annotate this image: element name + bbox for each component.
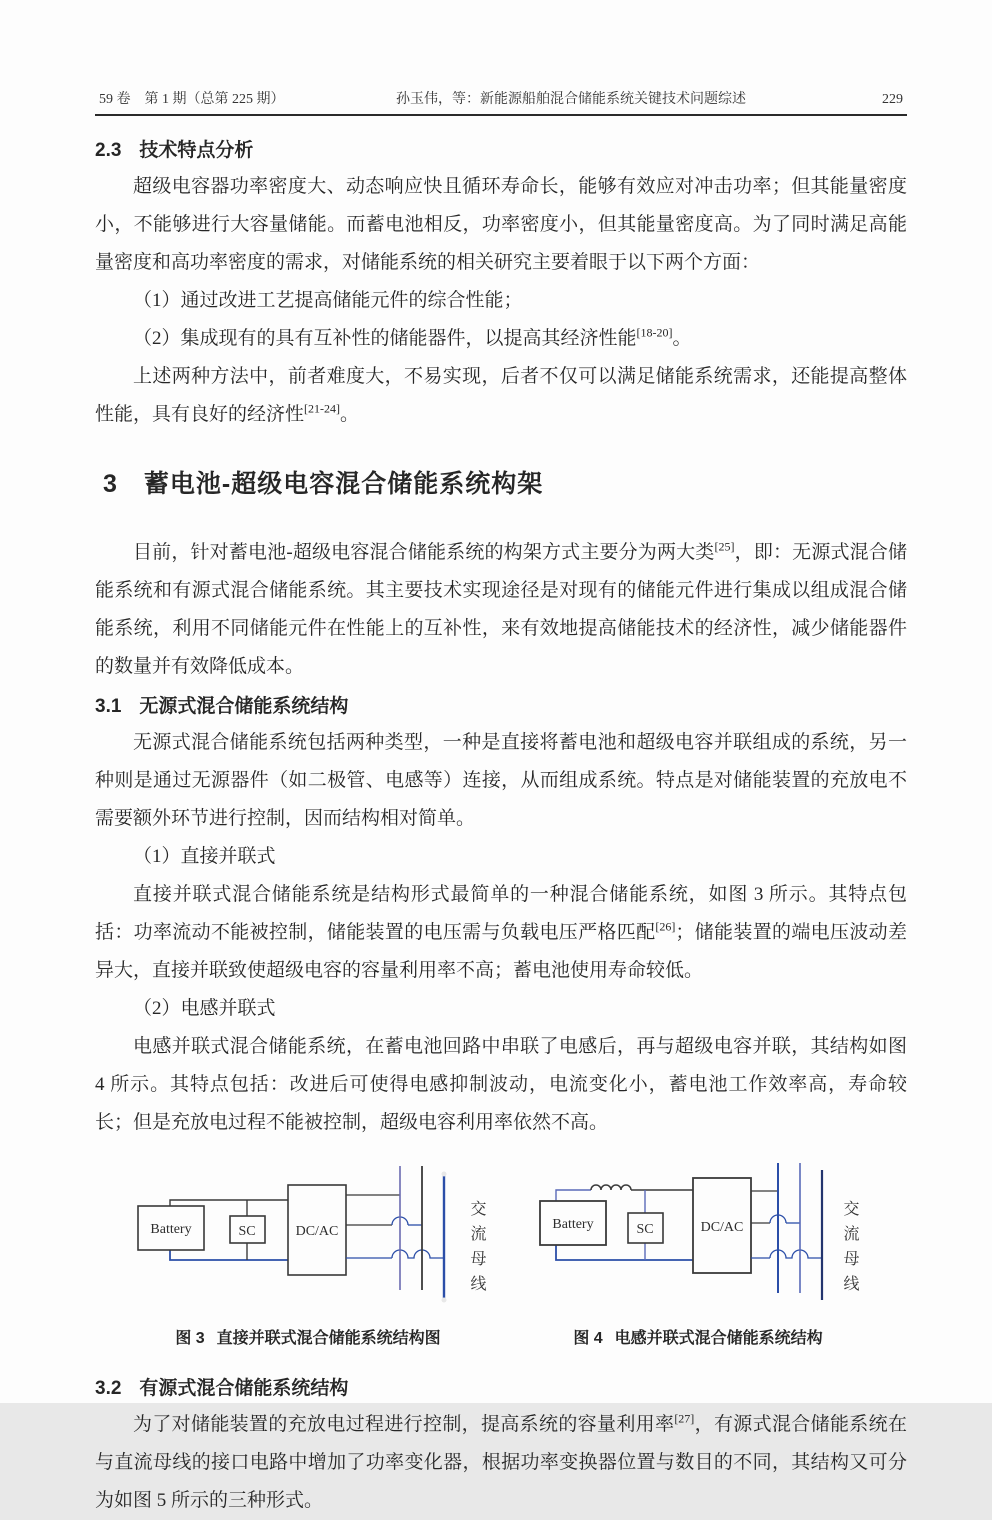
figure-4-caption	[533, 1325, 863, 1348]
citation-ref: [21-24]	[304, 401, 341, 416]
subsection-title: （2）电感并联式	[133, 998, 276, 1019]
ac-bus-label: 交流母线	[841, 1200, 858, 1300]
paragraph-text: ，有源式混合储能系统在与直流母线的接口电路中增加了功率变化器，根据功率变换器位置与数目的不同，其结构又可分为如图 5 所示的三种形式。	[95, 1414, 907, 1511]
section-number: 2.3	[95, 140, 122, 161]
section-number: 3	[103, 470, 118, 498]
figure-title: 直接并联式混合储能系统结构图	[216, 1330, 441, 1347]
running-title: 孙玉伟，等：新能源船舶混合储能系统关键技术问题综述	[396, 92, 746, 107]
section-title: 技术特点分析	[139, 140, 254, 161]
list-item-1	[95, 282, 907, 320]
paragraph-2-3-summary	[95, 358, 907, 434]
paragraph-text: ，即：无源式混合储能系统和有源式混合储能系统。其主要技术实现途径是对现有的储能元件进行集成以组成混合储能系统，利用不同储能元件在性能上的互补性，来有效地提高储能技术的经济性，减少储能器件的数量并有效降低成本。	[95, 542, 907, 677]
paragraph-text: 为了对储能装置的充放电过程进行控制，提高系统的容量利用率	[133, 1414, 675, 1435]
list-item-2	[95, 320, 907, 358]
journal-issue-info: 59 卷 第 1 期（总第 225 期）	[99, 92, 285, 107]
section-title: 有源式混合储能系统结构	[139, 1378, 349, 1399]
figure-number: 图 4	[573, 1330, 603, 1347]
section-title: 无源式混合储能系统结构	[139, 696, 349, 717]
section-number: 3.2	[95, 1378, 122, 1399]
inductor-coil	[591, 1185, 631, 1190]
section-3-2-heading	[95, 1372, 907, 1406]
figure-number: 图 3	[175, 1330, 205, 1347]
paragraph-text: 。	[340, 404, 360, 425]
running-head	[95, 88, 907, 114]
paragraph-3-2-intro	[95, 1406, 907, 1520]
citation-ref: [27]	[674, 1411, 695, 1426]
battery-label: Battery	[552, 1217, 594, 1232]
paragraph-text: 超级电容器功率密度大、动态响应快且循环寿命长，能够有效应对冲击功率；但其能量密度小，不能够进行大容量储能。而蓄电池相反，功率密度小，但其能量密度高。为了同时满足高能量密度和高功率密度的需求，对储能系统的相关研究主要着眼于以下两个方面：	[95, 176, 907, 273]
ac-bus-label: 交流母线	[468, 1200, 485, 1300]
paragraph-text: 直接并联式混合储能系统是结构形式最简单的一种混合储能系统，如图 3 所示。其特点包括：功率流动不能被控制，储能装置的电压需与负载电压严格匹配	[95, 884, 907, 943]
wire-bottom	[170, 1250, 288, 1260]
figure-4	[533, 1158, 907, 1348]
wire-top-left	[556, 1190, 591, 1201]
paragraph-text: 电感并联式混合储能系统，在蓄电池回路中串联了电感后，再与超级电容并联，其结构如图 4 所示。其特点包括：改进后可使得电感抑制波动，电流变化小，蓄电池工作效率高，寿命较长；但是充放电过程不能被控制，超级电容利用率依然不高。	[95, 1036, 907, 1133]
dcac-label: DC/AC	[700, 1220, 744, 1235]
header-rule	[95, 114, 907, 116]
sc-label: SC	[636, 1222, 654, 1237]
section-2-3-heading	[95, 134, 907, 168]
paragraph-3-1-intro	[95, 724, 907, 838]
subsection-1-heading	[95, 838, 907, 876]
paragraph-text: 上述两种方法中，前者难度大，不易实现，后者不仅可以满足储能系统需求，还能提高整体性能，具有良好的经济性	[95, 366, 907, 425]
figure-3-caption	[113, 1325, 503, 1348]
bus-cap-bottom	[442, 1298, 447, 1303]
section-3-1-heading	[95, 690, 907, 724]
sc-label: SC	[238, 1224, 256, 1239]
figure-row	[95, 1158, 907, 1348]
paragraph-2-3-intro	[95, 168, 907, 282]
subsection-2-heading	[95, 990, 907, 1028]
dcac-label: DC/AC	[295, 1224, 339, 1239]
paragraph-text: 无源式混合储能系统包括两种类型，一种是直接将蓄电池和超级电容并联组成的系统，另一种则是通过无源器件（如二极管、电感等）连接，从而组成系统。特点是对储能装置的充放电不需要额外环节进行控制，因而结构相对简单。	[95, 732, 907, 829]
wire-top	[170, 1200, 288, 1206]
battery-label: Battery	[150, 1222, 192, 1237]
page-content	[95, 88, 907, 1520]
citation-ref: [18-20]	[636, 325, 673, 340]
wire-bottom	[556, 1245, 693, 1260]
paragraph-text: ；储能装置的端电压波动差异大，直接并联致使超级电容的容量利用率不高；蓄电池使用寿命较低。	[95, 922, 907, 981]
page-number: 229	[882, 92, 903, 107]
list-item-text: 。	[672, 328, 692, 349]
paragraph-direct-parallel	[95, 876, 907, 990]
list-item-text: （2）集成现有的具有互补性的储能器件，以提高其经济性能	[133, 328, 637, 349]
figure-title: 电感并联式混合储能系统结构	[614, 1330, 823, 1347]
paragraph-3-intro	[95, 534, 907, 686]
citation-ref: [25]	[714, 539, 735, 554]
list-item-text: （1）通过改进工艺提高储能元件的综合性能；	[133, 290, 523, 311]
section-3-heading	[103, 464, 907, 500]
paragraph-inductor-parallel	[95, 1028, 907, 1142]
section-title: 蓄电池-超级电容混合储能系统构架	[143, 470, 544, 498]
subsection-title: （1）直接并联式	[133, 846, 276, 867]
spacer	[95, 1358, 907, 1368]
citation-ref: [26]	[655, 919, 676, 934]
figure-3-diagram	[113, 1158, 503, 1308]
figure-3	[113, 1158, 533, 1348]
paragraph-text: 目前，针对蓄电池-超级电容混合储能系统的构架方式主要分为两大类	[133, 542, 715, 563]
section-number: 3.1	[95, 696, 122, 717]
bus-cap-top	[442, 1172, 447, 1177]
figure-4-diagram	[533, 1158, 873, 1308]
